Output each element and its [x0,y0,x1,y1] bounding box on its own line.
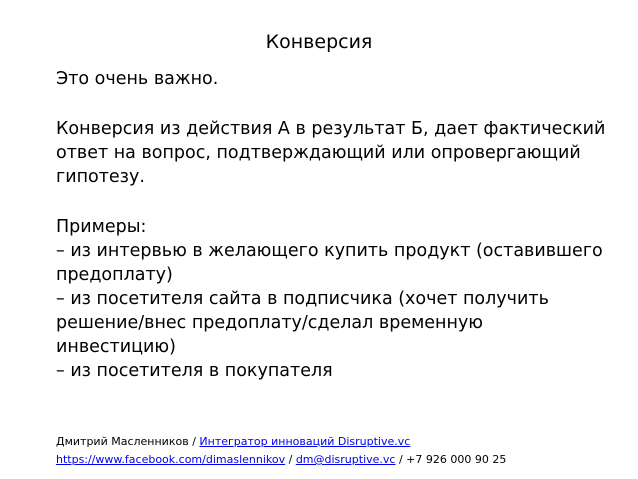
intro-text: Это очень важно. [56,69,219,89]
email-link[interactable]: dm@disruptive.vc [295,453,396,466]
slide-body [56,67,606,383]
spacer [56,91,596,117]
facebook-link[interactable]: https://www.facebook.com/dimaslennikov [56,453,286,466]
definition-line-2: ответ на вопрос, подтверждающий или опровергающий [56,143,581,163]
example-line-1: – из интервью в желающего купить продукт (оставившего [56,241,603,261]
author-name: Дмитрий Масленников [56,435,189,448]
slide-title: Конверсия [265,31,373,53]
footer-separator: / [285,453,296,466]
definition-line-3: гипотезу. [56,167,145,187]
footer-line-2 [56,451,616,469]
example-line-4: решение/внес предоплату/сделал временную [56,313,484,333]
definition-line-1: Конверсия из действия А в результат Б, дает фактический [56,119,606,139]
examples-heading: Примеры: [56,217,147,237]
example-line-6: – из посетителя в покупателя [56,361,333,381]
spacer [56,189,596,215]
example-line-5: инвестицию) [56,337,176,357]
example-line-2: предоплату) [56,265,173,285]
footer-separator: / [188,435,200,448]
slide-footer [56,433,616,469]
integrator-link[interactable]: Интегратор инноваций Disruptive.vc [199,435,411,448]
example-line-3: – из посетителя сайта в подписчика (хочет получить [56,289,549,309]
footer-line-1 [56,433,616,451]
phone-number: / +7 926 000 90 25 [395,453,507,466]
